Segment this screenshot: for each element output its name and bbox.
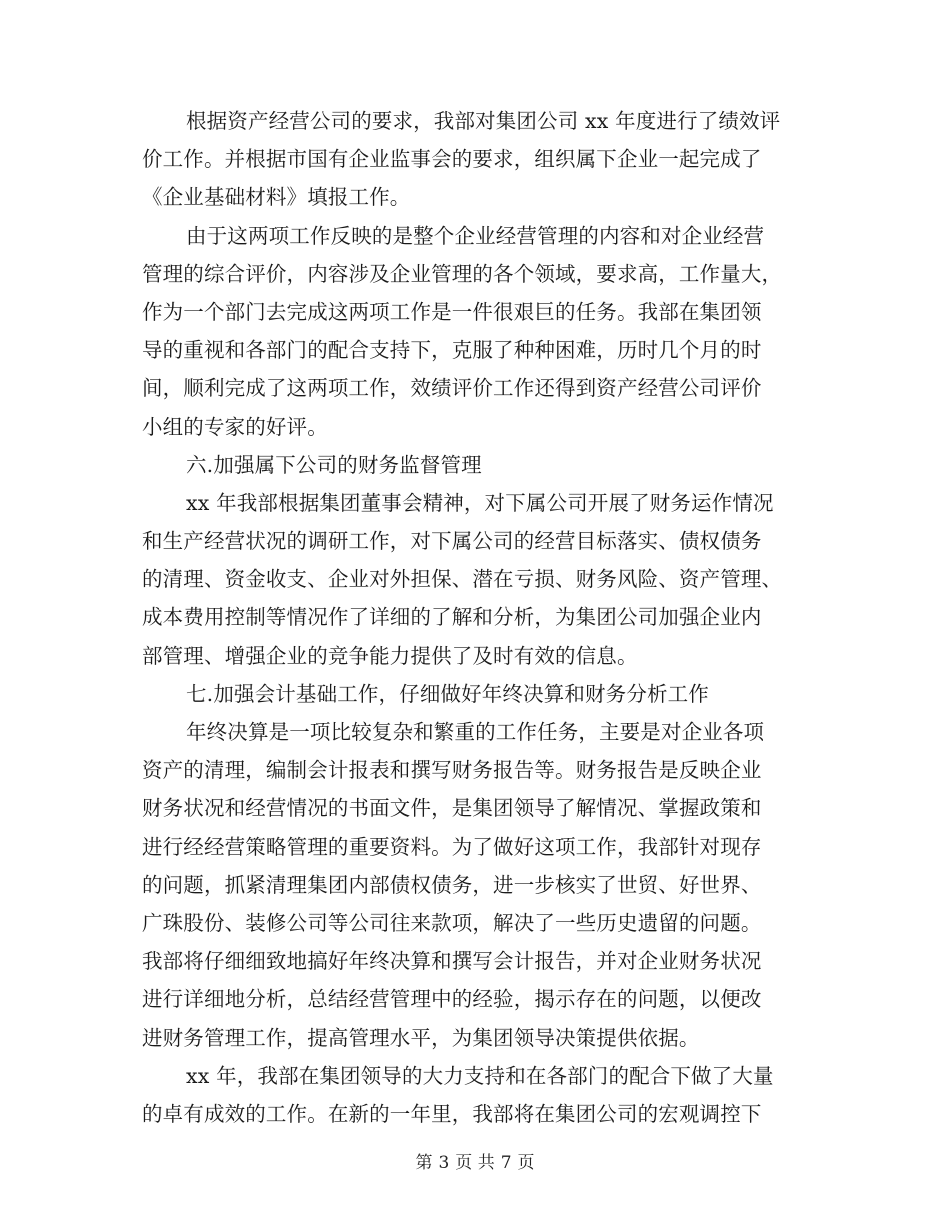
- paragraph-line: 和生产经营状况的调研工作，对下属公司的经营目标落实、债权债务: [142, 529, 762, 554]
- paragraph-line: 管理的综合评价，内容涉及企业管理的各个领域，要求高，工作量大，: [142, 261, 783, 286]
- paragraph-line: 进行详细地分析，总结经营管理中的经验，揭示存在的问题，以便改: [142, 987, 762, 1012]
- paragraph-line: 《企业基础材料》填报工作。: [142, 185, 411, 210]
- paragraph-line: 价工作。并根据市国有企业监事会的要求，组织属下企业一起完成了: [142, 147, 762, 172]
- paragraph-line: 的卓有成效的工作。在新的一年里，我部将在集团公司的宏观调控下: [142, 1101, 762, 1126]
- paragraph-line: 进行经经营策略管理的重要资料。为了做好这项工作，我部针对现存: [142, 834, 762, 859]
- paragraph-line: 七.加强会计基础工作，仔细做好年终决算和财务分析工作: [186, 681, 709, 706]
- footer-total-pages: 7: [500, 1153, 512, 1173]
- paragraph: [142, 102, 812, 217]
- footer-current-page: 3: [438, 1153, 450, 1173]
- paragraph-line: 小组的专家的好评。: [142, 414, 328, 439]
- paragraph-line: 资产的清理，编制会计报表和撰写财务报告等。财务报告是反映企业: [142, 758, 762, 783]
- document-body: [142, 102, 812, 1133]
- paragraph: [142, 713, 812, 1057]
- paragraph-line: 年终决算是一项比较复杂和繁重的工作任务，主要是对企业各项: [186, 720, 765, 744]
- paragraph-line: 的问题，抓紧清理集团内部债权债务，进一步核实了世贸、好世界、: [142, 872, 762, 897]
- paragraph: [142, 1057, 812, 1133]
- paragraph: [142, 446, 812, 484]
- paragraph-line: 进财务管理工作，提高管理水平，为集团领导决策提供依据。: [142, 1025, 700, 1050]
- paragraph: [142, 484, 812, 675]
- paragraph-line: 根据资产经营公司的要求，我部对集团公司 xx 年度进行了绩效评: [186, 109, 781, 133]
- page-footer: [0, 1148, 950, 1173]
- paragraph-line: 成本费用控制等情况作了详细的了解和分析，为集团公司加强企业内: [142, 605, 762, 630]
- paragraph-line: 六.加强属下公司的财务监督管理: [186, 452, 482, 477]
- footer-middle: 页 共: [455, 1153, 495, 1173]
- footer-suffix: 页: [517, 1153, 535, 1173]
- paragraph-line: 作为一个部门去完成这两项工作是一件很艰巨的任务。我部在集团领: [142, 299, 762, 324]
- paragraph-line: 由于这两项工作反映的是整个企业经营管理的内容和对企业经营: [186, 223, 765, 248]
- paragraph-line: 我部将仔细细致地搞好年终决算和撰写会计报告，并对企业财务状况: [142, 949, 762, 974]
- paragraph-line: 部管理、增强企业的竞争能力提供了及时有效的信息。: [142, 643, 638, 668]
- paragraph-line: xx 年我部根据集团董事会精神，对下属公司开展了财务运作情况: [186, 490, 774, 515]
- paragraph-line: 导的重视和各部门的配合支持下，克服了种种困难，历时几个月的时: [142, 338, 762, 363]
- paragraph-line: 广珠股份、装修公司等公司往来款项，解决了一些历史遗留的问题。: [142, 910, 762, 935]
- footer-prefix: 第: [415, 1153, 433, 1173]
- paragraph: [142, 217, 812, 446]
- paragraph-line: xx 年，我部在集团领导的大力支持和在各部门的配合下做了大量: [186, 1063, 774, 1088]
- paragraph-line: 财务状况和经营情况的书面文件，是集团领导了解情况、掌握政策和: [142, 796, 762, 821]
- paragraph: [142, 675, 812, 713]
- paragraph-line: 间，顺利完成了这两项工作，效绩评价工作还得到资产经营公司评价: [142, 376, 762, 401]
- paragraph-line: 的清理、资金收支、企业对外担保、潜在亏损、财务风险、资产管理、: [142, 567, 783, 592]
